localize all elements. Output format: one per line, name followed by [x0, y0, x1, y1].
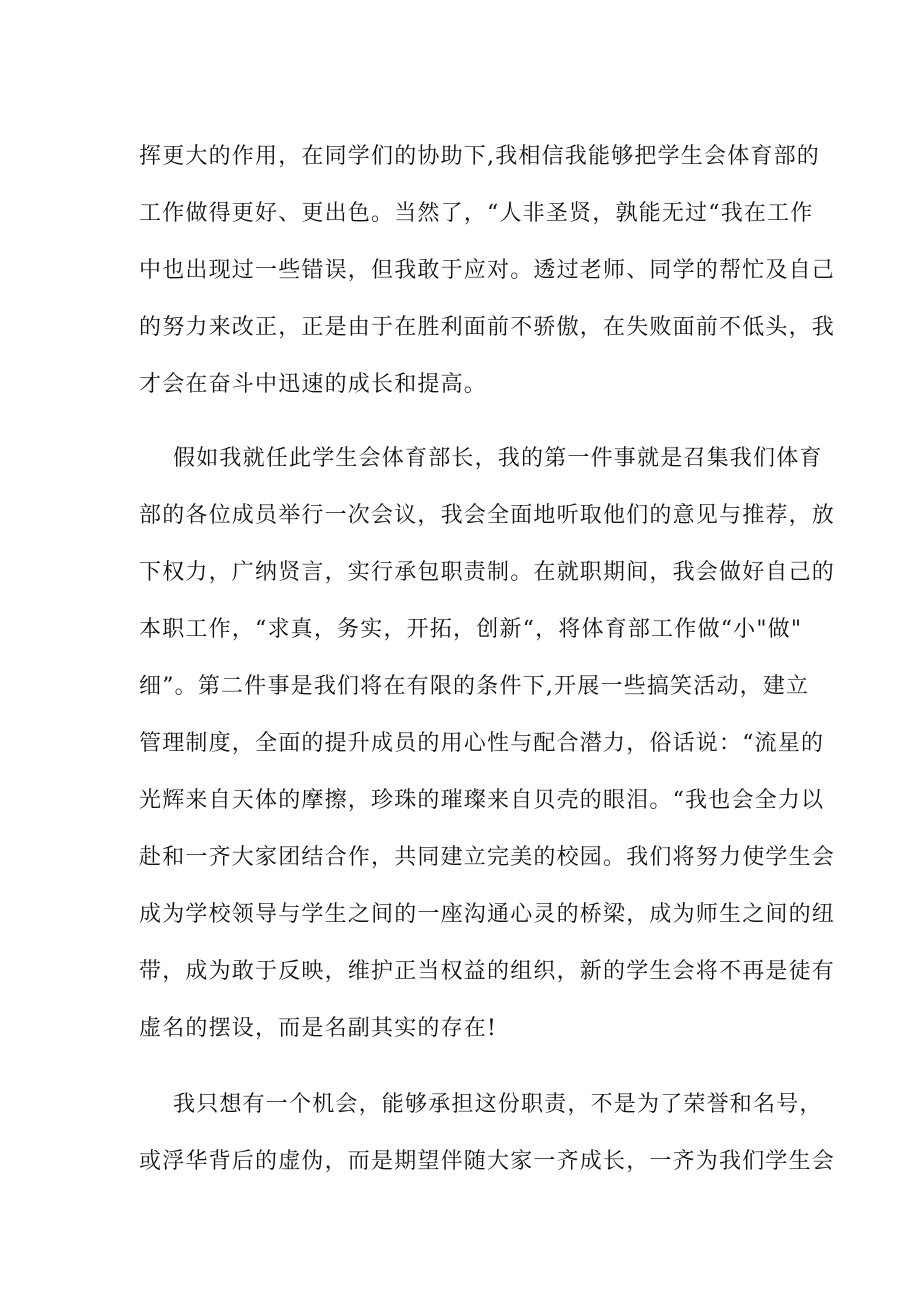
text-line: 才会在奋斗中迅速的成长和提高。: [139, 372, 488, 397]
text-line: 下权力，广纳贤言，实行承包职责制。在就职期间，我会做好自己的: [139, 560, 836, 585]
text-line: 成为学校领导与学生之间的一座沟通心灵的桥梁，成为师生之间的纽: [139, 902, 836, 927]
text-line: 赴和一齐大家团结合作，共同建立完美的校园。我们将努力使学生会: [139, 845, 836, 870]
text-line: 假如我就任此学生会体育部长，我的第一件事就是召集我们体育: [173, 446, 823, 471]
text-line: 虚名的摆设，而是名副其实的存在!: [139, 1016, 498, 1041]
text-line: 或浮华背后的虚伪，而是期望伴随大家一齐成长，一齐为我们学生会: [139, 1149, 836, 1174]
text-line: 管理制度，全面的提升成员的用心性与配合潜力，俗话说：“流星的: [139, 731, 825, 756]
text-line: 的努力来改正，正是由于在胜利面前不骄傲，在失败面前不低头，我: [139, 315, 836, 340]
text-line: 细”。第二件事是我们将在有限的条件下,开展一些搞笑活动，建立: [139, 674, 810, 699]
text-line: 中也出现过一些错误，但我敢于应对。透过老师、同学的帮忙及自己: [139, 258, 836, 283]
text-line: 部的各位成员举行一次会议，我会全面地听取他们的意见与推荐，放: [139, 503, 836, 528]
text-line: 带，成为敢于反映，维护正当权益的组织，新的学生会将不再是徒有: [139, 959, 836, 984]
text-line: 工作做得更好、更出色。当然了，“人非圣贤，孰能无过“我在工作: [139, 201, 814, 226]
text-line: 我只想有一个机会，能够承担这份职责，不是为了荣誉和名号，: [173, 1092, 823, 1117]
text-line: 本职工作，“求真，务实，开拓，创新“，将体育部工作做“小"做": [139, 617, 803, 642]
text-line: 光辉来自天体的摩擦，珍珠的璀璨来自贝壳的眼泪。“我也会全力以: [139, 788, 825, 813]
text-line: 挥更大的作用，在同学们的协助下,我相信我能够把学生会体育部的: [139, 144, 820, 169]
